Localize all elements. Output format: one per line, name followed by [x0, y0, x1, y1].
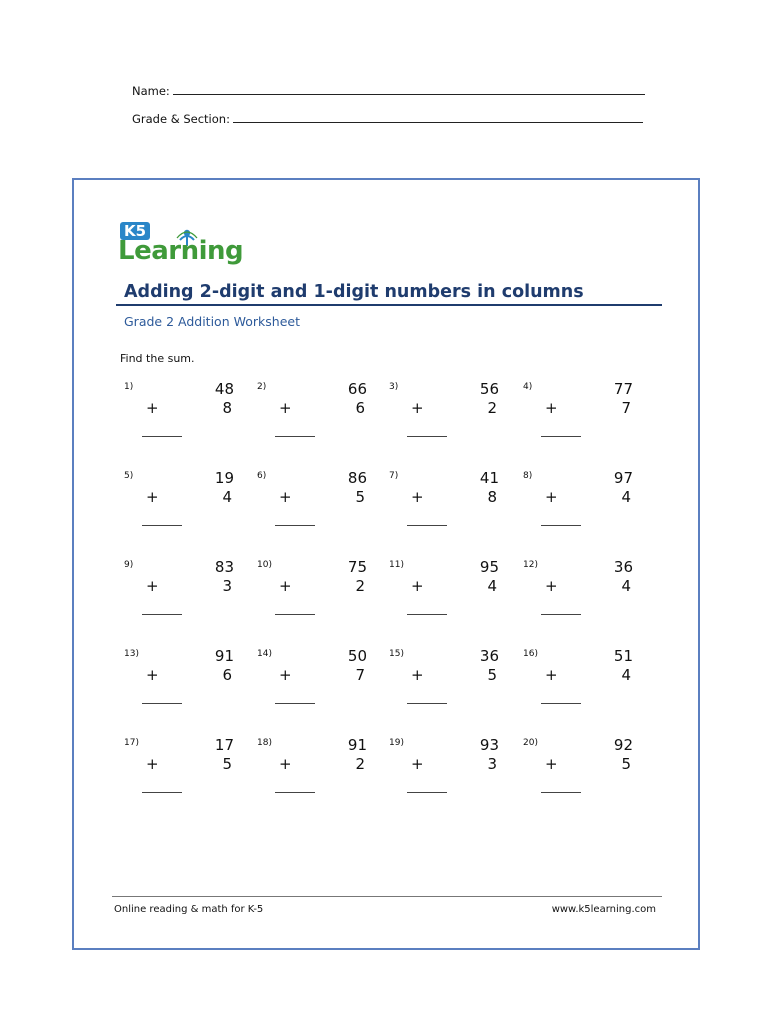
problem-12	[523, 558, 643, 628]
second-addend: 3	[487, 755, 497, 773]
problem-19	[389, 736, 509, 806]
plus-sign: +	[411, 666, 424, 684]
second-addend: 3	[222, 577, 232, 595]
first-addend: 83	[214, 558, 234, 576]
logo-badge: K5	[120, 222, 150, 240]
plus-sign: +	[146, 666, 159, 684]
plus-sign: +	[279, 399, 292, 417]
problem-number: 7)	[389, 471, 399, 481]
problem-7	[389, 469, 509, 539]
second-addend: 5	[487, 666, 497, 684]
name-line	[132, 82, 645, 98]
first-addend: 51	[613, 647, 633, 665]
second-addend: 2	[355, 577, 365, 595]
problem-number: 5)	[124, 471, 134, 481]
answer-line[interactable]	[407, 792, 447, 793]
problem-number: 19)	[389, 738, 404, 748]
first-addend: 56	[479, 380, 499, 398]
problem-11	[389, 558, 509, 628]
first-addend: 41	[479, 469, 499, 487]
second-addend: 7	[355, 666, 365, 684]
problem-number: 11)	[389, 560, 404, 570]
problem-6	[257, 469, 377, 539]
answer-line[interactable]	[142, 614, 182, 615]
grade-section-label: Grade & Section:	[132, 112, 230, 126]
problem-4	[523, 380, 643, 450]
answer-line[interactable]	[541, 792, 581, 793]
title-divider	[116, 304, 662, 306]
problem-16	[523, 647, 643, 717]
plus-sign: +	[279, 666, 292, 684]
problem-5	[124, 469, 244, 539]
footer-divider	[112, 896, 662, 897]
plus-sign: +	[146, 755, 159, 773]
logo-wordmark: Learning	[118, 236, 244, 266]
problem-15	[389, 647, 509, 717]
first-addend: 91	[347, 736, 367, 754]
plus-sign: +	[545, 755, 558, 773]
answer-line[interactable]	[407, 436, 447, 437]
first-addend: 48	[214, 380, 234, 398]
problem-3	[389, 380, 509, 450]
first-addend: 75	[347, 558, 367, 576]
worksheet-subtitle: Grade 2 Addition Worksheet	[124, 314, 300, 329]
plus-sign: +	[279, 755, 292, 773]
problem-number: 2)	[257, 382, 267, 392]
problem-number: 12)	[523, 560, 538, 570]
first-addend: 17	[214, 736, 234, 754]
answer-line[interactable]	[142, 436, 182, 437]
answer-line[interactable]	[142, 525, 182, 526]
second-addend: 8	[487, 488, 497, 506]
answer-line[interactable]	[275, 792, 315, 793]
second-addend: 7	[621, 399, 631, 417]
k5-learning-logo	[110, 222, 244, 266]
answer-line[interactable]	[275, 525, 315, 526]
footer-url: www.k5learning.com	[551, 904, 656, 915]
problem-number: 1)	[124, 382, 134, 392]
answer-line[interactable]	[275, 436, 315, 437]
first-addend: 50	[347, 647, 367, 665]
plus-sign: +	[411, 488, 424, 506]
answer-line[interactable]	[541, 436, 581, 437]
worksheet-frame	[72, 178, 700, 950]
problem-number: 9)	[124, 560, 134, 570]
plus-sign: +	[146, 399, 159, 417]
problem-number: 16)	[523, 649, 538, 659]
worksheet-title: Adding 2-digit and 1-digit numbers in columns	[124, 282, 584, 302]
first-addend: 92	[613, 736, 633, 754]
plus-sign: +	[545, 399, 558, 417]
first-addend: 97	[613, 469, 633, 487]
instruction-text: Find the sum.	[120, 352, 195, 365]
problem-2	[257, 380, 377, 450]
answer-line[interactable]	[142, 792, 182, 793]
problem-20	[523, 736, 643, 806]
problem-13	[124, 647, 244, 717]
problem-9	[124, 558, 244, 628]
first-addend: 36	[613, 558, 633, 576]
answer-line[interactable]	[275, 703, 315, 704]
answer-line[interactable]	[541, 703, 581, 704]
first-addend: 95	[479, 558, 499, 576]
problem-number: 3)	[389, 382, 399, 392]
problem-number: 13)	[124, 649, 139, 659]
problem-18	[257, 736, 377, 806]
first-addend: 93	[479, 736, 499, 754]
second-addend: 2	[355, 755, 365, 773]
second-addend: 4	[621, 666, 631, 684]
answer-line[interactable]	[541, 614, 581, 615]
problem-number: 8)	[523, 471, 533, 481]
problem-number: 18)	[257, 738, 272, 748]
first-addend: 19	[214, 469, 234, 487]
plus-sign: +	[146, 577, 159, 595]
problem-1	[124, 380, 244, 450]
plus-sign: +	[545, 666, 558, 684]
plus-sign: +	[545, 488, 558, 506]
first-addend: 66	[347, 380, 367, 398]
problem-number: 4)	[523, 382, 533, 392]
problem-number: 20)	[523, 738, 538, 748]
problem-17	[124, 736, 244, 806]
problem-8	[523, 469, 643, 539]
plus-sign: +	[411, 577, 424, 595]
second-addend: 5	[355, 488, 365, 506]
first-addend: 86	[347, 469, 367, 487]
problem-14	[257, 647, 377, 717]
second-addend: 4	[222, 488, 232, 506]
footer-tagline: Online reading & math for K-5	[114, 904, 264, 915]
second-addend: 4	[487, 577, 497, 595]
first-addend: 36	[479, 647, 499, 665]
problem-number: 14)	[257, 649, 272, 659]
problem-number: 17)	[124, 738, 139, 748]
grade-section-line	[132, 110, 643, 126]
answer-line[interactable]	[275, 614, 315, 615]
second-addend: 5	[621, 755, 631, 773]
plus-sign: +	[279, 488, 292, 506]
plus-sign: +	[411, 755, 424, 773]
second-addend: 6	[222, 666, 232, 684]
plus-sign: +	[411, 399, 424, 417]
second-addend: 6	[355, 399, 365, 417]
problem-number: 6)	[257, 471, 267, 481]
answer-line[interactable]	[407, 525, 447, 526]
second-addend: 2	[487, 399, 497, 417]
first-addend: 91	[214, 647, 234, 665]
second-addend: 4	[621, 488, 631, 506]
answer-line[interactable]	[407, 614, 447, 615]
grade-section-blank[interactable]	[233, 110, 643, 123]
name-label: Name:	[132, 84, 170, 98]
answer-line[interactable]	[541, 525, 581, 526]
plus-sign: +	[279, 577, 292, 595]
answer-line[interactable]	[407, 703, 447, 704]
problem-10	[257, 558, 377, 628]
problem-number: 15)	[389, 649, 404, 659]
problem-number: 10)	[257, 560, 272, 570]
second-addend: 5	[222, 755, 232, 773]
first-addend: 77	[613, 380, 633, 398]
name-blank[interactable]	[173, 82, 645, 95]
plus-sign: +	[146, 488, 159, 506]
plus-sign: +	[545, 577, 558, 595]
answer-line[interactable]	[142, 703, 182, 704]
second-addend: 4	[621, 577, 631, 595]
second-addend: 8	[222, 399, 232, 417]
